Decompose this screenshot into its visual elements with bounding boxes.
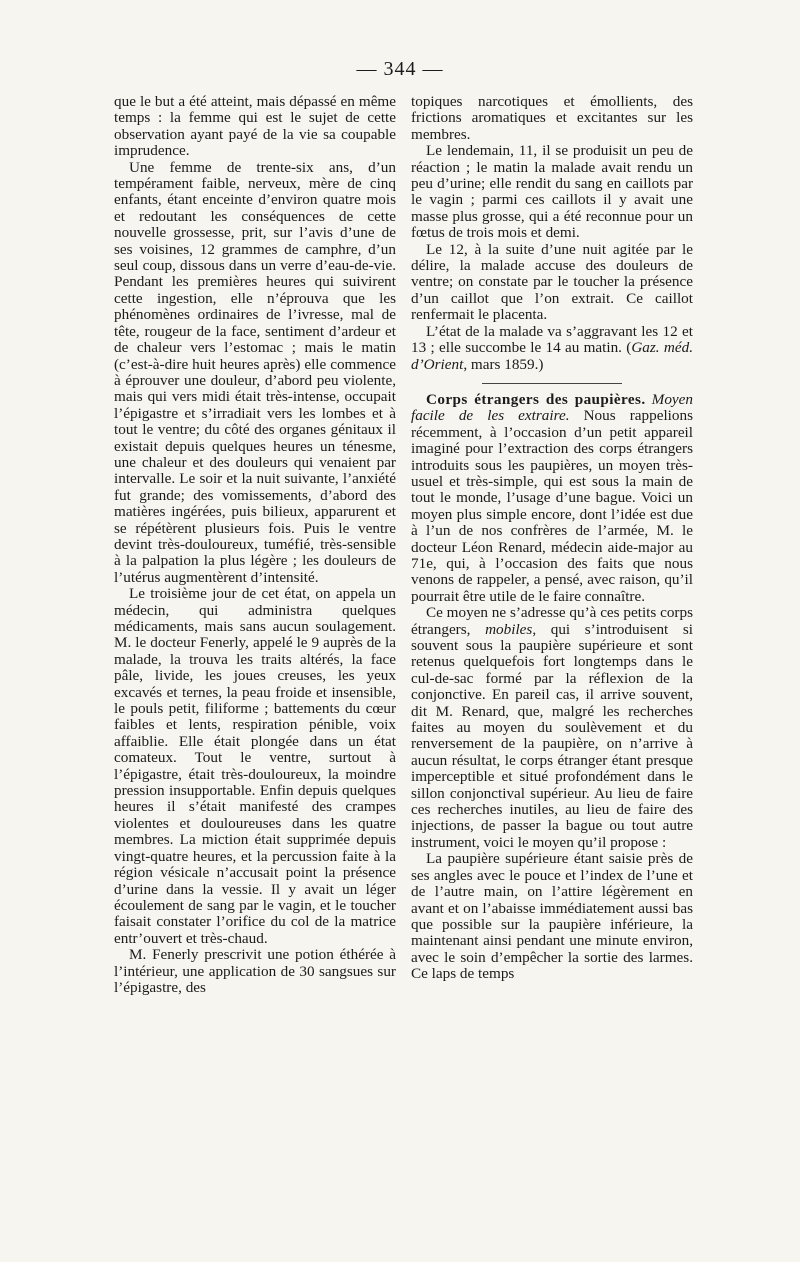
closing-text: L’état de la malade va s’aggravant les 12 et 13 ; elle succombe le 14 au matin. xyxy=(411,322,693,357)
section-subtitle: Moyen facile de les extraire. xyxy=(411,390,693,425)
left-paragraph-1: que le but a été atteint, mais dépassé en même temps : la femme qui est le sujet de cette observation ayant payé de la vie sa coupable imprudence. xyxy=(114,93,396,160)
left-paragraph-3: Le troisième jour de cet état, on appela un médecin, qui administra quelques médicaments, mais sans aucun soulagement. M. le docteur Fenerly, appelé le 9 auprès de la malade, la trouva les traits altérés, la face pâle, livide, les joues creuses, les yeux excavés et ternes, la peau froide et insensible, le pouls petit, filiforme ; battements du cœur faibles et lents, respiration pénible, voix affaiblie. Elle était plongée dans un état comateux. Tout le ventre, surtout à l’épigastre, était très-douloureux, la moindre pression insupportable. Enfin depuis quelques heures il s’était manifesté des crampes violentes et douloureuses dans les quatre membres. La miction était supprimée depuis vingt-quatre heures, et la percussion faite à la région vésicale n’accusait point la présence d’urine dans la vessie. Il y avait un léger écoulement de sang par le vagin, et le toucher faisait constater l’orifice du col de la matrice entr’ouvert et très-chaud. xyxy=(114,585,396,947)
section-heading-paragraph xyxy=(411,392,693,605)
mobiles-paragraph xyxy=(411,605,693,851)
left-paragraph-4: M. Fenerly prescrivit une potion éthérée à l’intérieur, une application de 30 sangsues sur l’épigastre, des xyxy=(114,946,396,996)
citation-rest: , mars 1859.) xyxy=(463,355,544,373)
closing-paragraph xyxy=(411,324,693,373)
left-column xyxy=(114,94,396,996)
section-intro: Nous rappelions récemment, à l’occasion d’un petit appareil imaginé pour l’extraction des corps étrangers introduits sous les paupières, un moyen très-usuel et très-simple, qui est sous la main de tout le monde, l’usage d’une bague. Voici un moyen plus simple encore, dont l’idée est due à l’un de nos confrères de l’armée, M. le docteur Léon Renard, médecin aide-major au 71e, qui, à l’occasion des faits que nous venons de rappeler, a pensé, avec raison, qu’il pourrait être utile de le faire connaître. xyxy=(411,407,694,605)
mobiles-before: Ce moyen ne s’adresse qu’à ces petits corps étrangers, xyxy=(411,604,693,638)
page-number: — 344 — xyxy=(356,58,444,80)
section-divider xyxy=(482,383,622,384)
right-column xyxy=(411,94,693,983)
right-paragraph-2: Le lendemain, 11, il se produisit un peu de réaction ; le matin la malade avait rendu un peu d’urine; elle rendit du sang en caillots par le vagin ; parmi ces caillots il y avait une masse plus grosse, qui a été reconnue pour un fœtus de trois mois et demi. xyxy=(411,142,693,242)
right-paragraph-3: Le 12, à la suite d’une nuit agitée par le délire, la malade accuse des douleurs de ventre; on constate par le toucher la présence d’un caillot que l’on extrait. Ce caillot renfermait le placenta. xyxy=(411,240,693,324)
citation-open: ( xyxy=(626,339,632,357)
mobiles-word: mobiles xyxy=(485,620,533,638)
section-heading: Corps étrangers des paupières. xyxy=(426,390,646,408)
mobiles-after: , qui s’introduisent si souvent sous la paupière supérieure et sont retenus quelquefois fort longtemps dans le cul-de-sac formé par la réflexion de la conjonctive. En pareil cas, il arrive souvent, dit M. Renard, que, malgré les recherches faites au moyen du soulèvement et du renversement de la paupière, on n’arrive à aucun résultat, le corps étranger étant presque imperceptible et situé profondément dans le sillon conjonctival supérieur. Au lieu de faire ces recherches inutiles, au lieu de faire des injections, de passer la bague ou tout autre instrument, voici le moyen qu’il propose : xyxy=(411,620,693,851)
left-paragraph-2: Une femme de trente-six ans, d’un tempérament faible, nerveux, mère de cinq enfants, étant enceinte d’environ quatre mois et redoutant les conséquences de cette nouvelle grossesse, prit, sur l’avis d’une de ses voisines, 12 grammes de camphre, d’un seul coup, dissous dans un verre d’eau-de-vie. Pendant les premières heures qui suivirent cette ingestion, elle n’éprouva que les phénomènes ordinaires de l’ivresse, mal de tête, rougeur de la face, sentiment d’ardeur et de chaleur vers l’estomac ; mais le matin (c’est-à-dire huit heures après) elle commence à éprouver une douleur, d’abord peu violente, mais qui vers midi était très-intense, occupait l’épigastre et s’irradiait vers les lombes et à tout le ventre; du côté des organes génitaux il existait depuis quelques heures un ténesme, une chaleur et des douleurs qui venaient par intervalle. Le soir et la nuit suivante, l’anxiété fut grande; des vomissements, d’abord des matières ingérées, puis bilieux, apparurent et se répétèrent plusieurs fois. Puis le ventre devint très-douloureux, tuméfié, très-sensible à la palpation la plus légère ; les douleurs de l’utérus augmentèrent d’intensité. xyxy=(114,158,396,586)
final-paragraph: La paupière supérieure étant saisie près de ses angles avec le pouce et l’index de l’une et de l’autre main, on l’attire légèrement en avant et on l’abaisse immédiatement aussi bas que possible sur la paupière inférieure, la maintenant ainsi pendant une minute environ, avec le soin d’empêcher la sortie des larmes. Ce laps de temps xyxy=(411,850,693,983)
citation-journal: Gaz. méd. d’Orient xyxy=(411,339,693,373)
right-paragraph-1: topiques narcotiques et émollients, des frictions aromatiques et excitantes sur les membres. xyxy=(411,93,693,143)
